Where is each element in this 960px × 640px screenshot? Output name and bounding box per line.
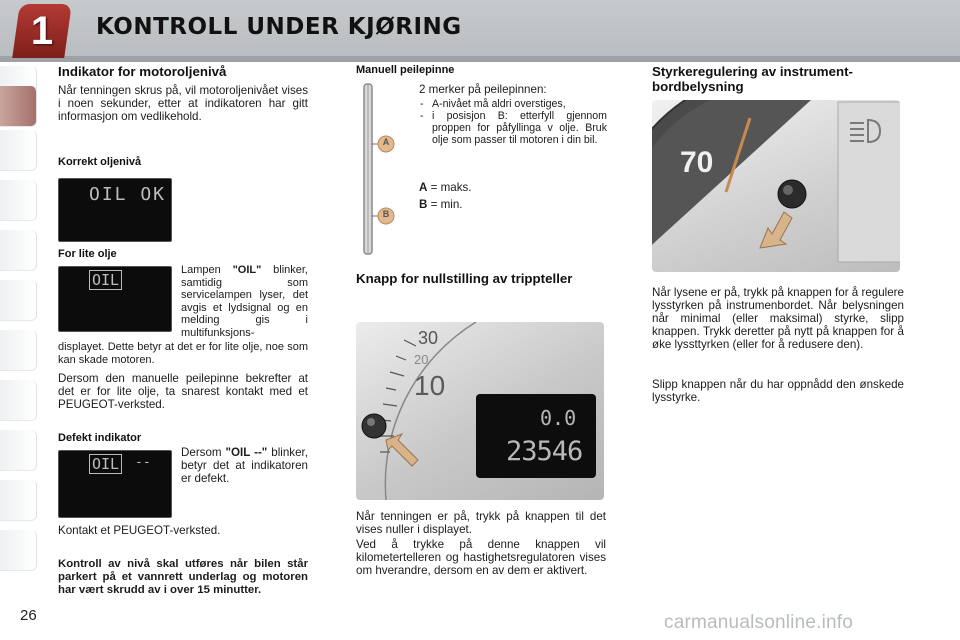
subheading-low-oil: For lite olje [58, 248, 117, 260]
oil-defect-dashes: -- [135, 455, 151, 470]
odometer-value: 23546 [506, 436, 583, 467]
side-tab[interactable] [0, 280, 37, 321]
low-oil-followup: Dersom den manuelle peilepinne bekrefter at det er for lite olje, ta snarest kontakt med et PEUGEOT-verksted. [58, 372, 308, 411]
marker-b-badge: B [382, 209, 390, 219]
side-tab[interactable] [0, 530, 37, 571]
dimmer-release-note: Slipp knappen når du har oppnådd den ønskede lysstyrke. [652, 378, 904, 404]
subheading-defect-indicator: Defekt indikator [58, 432, 142, 444]
oil-ok-display [58, 178, 172, 242]
oil-keyword: "OIL" [232, 264, 262, 276]
dipstick-illustration [356, 80, 410, 260]
side-tab[interactable] [0, 430, 37, 471]
legend-b-text: = min. [427, 198, 463, 211]
chapter-side-tabs [0, 62, 40, 582]
page-title: KONTROLL UNDER KJØRING [96, 14, 462, 40]
dimmer-illustration [652, 100, 900, 272]
trip-reset-toggle-info: Ved å trykke på denne knappen vil kilometertelleren og hastighetsregulatoren vises om hverandre, dersom en av dem er aktivert. [356, 538, 606, 577]
header-divider [0, 56, 960, 62]
side-tab[interactable] [0, 180, 37, 221]
headlight-icon [846, 116, 886, 146]
trip-reset-instruction: Når tenningen er på, trykk på knappen til det vises nuller i displayet. [356, 510, 606, 536]
subheading-correct-oil: Korrekt oljenivå [58, 156, 142, 168]
page-number: 26 [20, 607, 37, 624]
low-oil-text-start: blinker, samtidig som servicelampen lyser, det avgis et lydsignal og en melding gis i multifunksjons- [181, 264, 308, 339]
side-tab[interactable] [0, 380, 37, 421]
oil-level-intro: Når tenningen skrus på, vil motoroljenivået vises i noen sekunder, etter at indikatoren har gitt informasjon om vedlikehold. [58, 84, 308, 123]
section-heading-trip-reset: Knapp for nullstilling av trippteller [356, 271, 573, 286]
oil-low-display [58, 266, 172, 332]
section-heading-dimmer: Styrkeregulering av instrument-bordbelysning [652, 64, 853, 94]
chapter-number: 1 [30, 9, 54, 53]
side-tab[interactable] [0, 480, 37, 521]
oil-defect-display [58, 450, 172, 518]
oil-ok-display-text: OIL OK [89, 184, 167, 205]
subheading-dipstick: Manuell peilepinne [356, 64, 455, 76]
dipstick-mark-item: - i posisjon B: etterfyll gjennom proppen for påfyllinga v olje. Bruk olje som passer til motoren i din bil. [419, 110, 607, 146]
low-oil-prefix: Lampen [181, 264, 233, 276]
legend-a-text: = maks. [427, 181, 472, 194]
dipstick-marks-list [419, 98, 607, 146]
low-oil-description [181, 264, 308, 339]
legend-a-letter: A [419, 181, 428, 194]
defect-prefix: Dersom [181, 446, 226, 459]
legend-b-letter: B [419, 198, 428, 211]
oil-dash-keyword: "OIL --" [225, 446, 268, 459]
defect-description [181, 446, 308, 485]
side-tab-active[interactable] [0, 86, 37, 127]
section-heading-oil-level: Indikator for motoroljenivå [58, 64, 227, 79]
trip-meter-value: 0.0 [540, 406, 577, 430]
watermark: carmanualsonline.info [664, 612, 854, 633]
dipstick-intro: 2 merker på peilepinnen: [419, 83, 547, 96]
speed-readout: 70 [680, 146, 714, 179]
legend-b [419, 198, 463, 211]
low-oil-description-cont: displayet. Dette betyr at det er for lite olje, noe som kan skade motoren. [58, 341, 308, 366]
legend-a [419, 181, 472, 194]
trip-reset-illustration [356, 322, 604, 500]
level-check-note: Kontroll av nivå skal utføres når bilen står parkert på et vannrett underlag og motoren har vært skrudd av i over 15 minutter. [58, 558, 308, 596]
oil-defect-display-text: OIL [89, 454, 122, 474]
gauge-label-20: 20 [414, 352, 429, 367]
side-tab[interactable] [0, 230, 37, 271]
gauge-label-10: 10 [414, 370, 446, 401]
marker-a-badge: A [382, 137, 390, 147]
defect-text: blinker, betyr det at indikatoren er defekt. [181, 446, 308, 485]
defect-followup: Kontakt et PEUGEOT-verksted. [58, 524, 221, 537]
gauge-label-30: 30 [418, 328, 439, 348]
side-tab[interactable] [0, 330, 37, 371]
dimmer-instruction: Når lysene er på, trykk på knappen for å regulere lysstyrken på instrumenbordet. Når belysningen når minimal (eller maksimal) styrke, slipp knappen. Trykk deretter på nytt på knappen for å øke lyssttyrken (eller for å redusere den). [652, 286, 904, 351]
side-tab[interactable] [0, 130, 37, 171]
oil-low-display-text: OIL [89, 270, 122, 290]
dipstick-mark-item: - A-nivået må aldri overstiges, [419, 98, 607, 110]
